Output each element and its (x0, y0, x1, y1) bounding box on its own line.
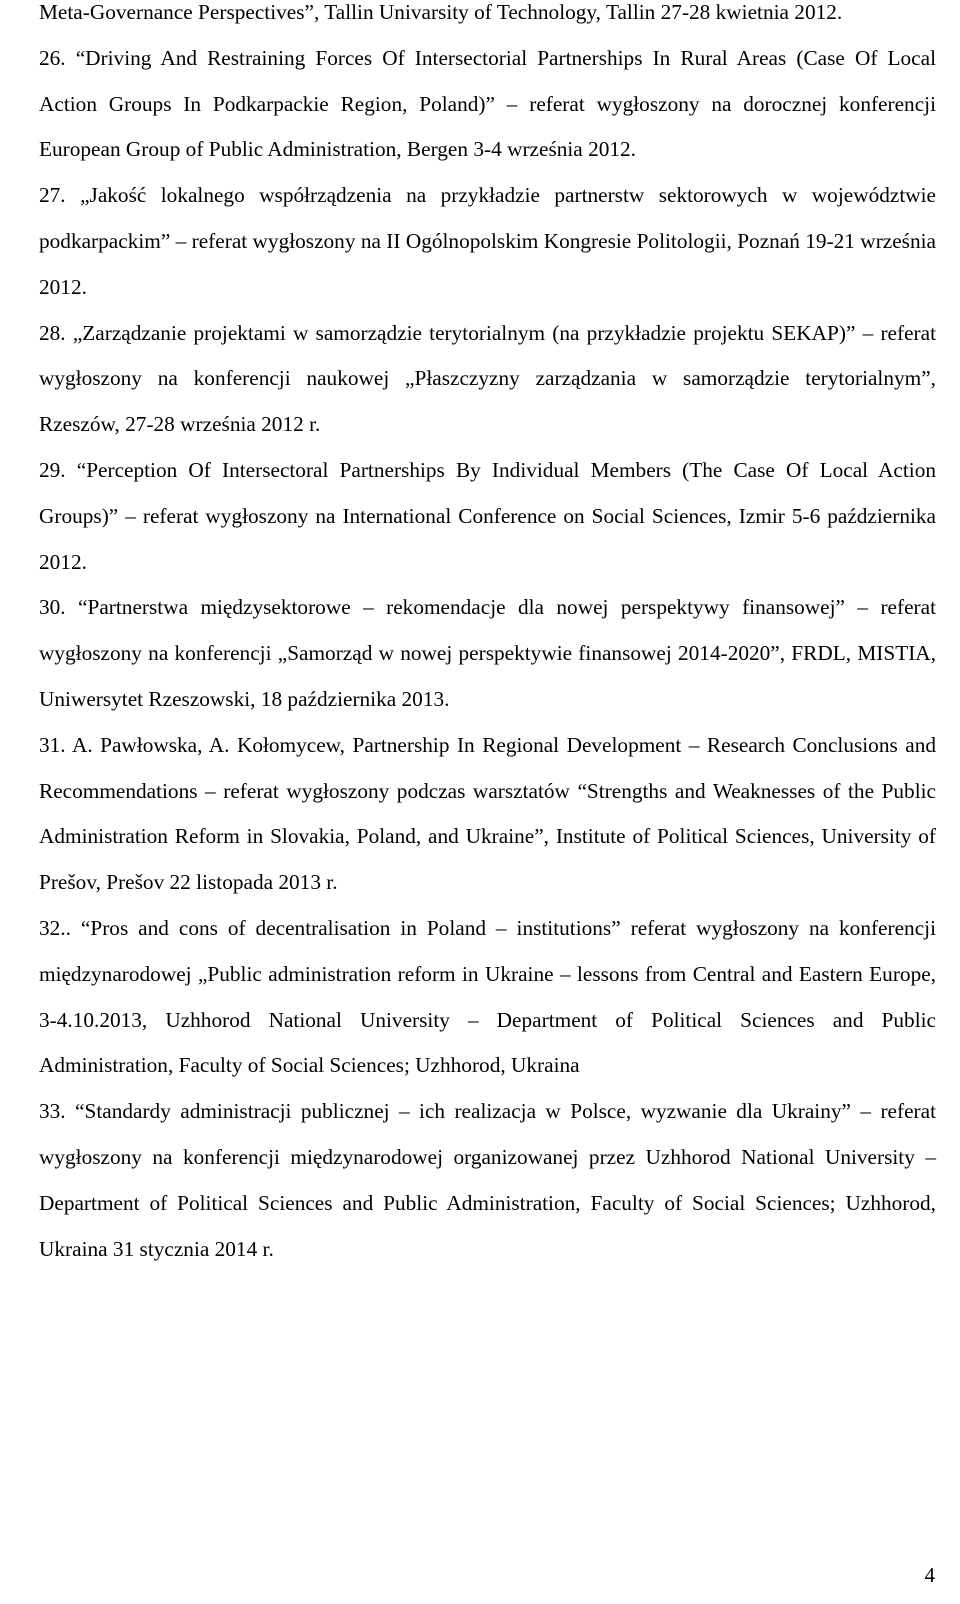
list-item-29 (39, 448, 936, 585)
item-number: 26. (39, 45, 66, 70)
list-item-26 (39, 36, 936, 173)
item-text: „Zarządzanie projektami w samorządzie terytorialnym (na przykładzie projektu SEKAP)” – referat wygłoszony na konferencji naukowej „Płaszczyzny zarządzania w samorządzie terytorialnym”, Rzeszów, 27-28 września 2012 r. (39, 320, 936, 437)
item-number: 29. (39, 457, 66, 482)
item-text: “Standardy administracji publicznej – ich realizacja w Polsce, wyzwanie dla Ukrainy” – referat wygłoszony na konferencji międzynarodowej organizowanej przez Uzhhorod National University – Department of Political Sciences and Public Administration, Faculty of Social Sciences; Uzhhorod, Ukraina 31 stycznia 2014 r. (39, 1099, 937, 1261)
item-text: „Jakość lokalnego współrządzenia na przykładzie partnerstw sektorowych w województwie podkarpackim” – referat wygłoszony na II Ogólnopolskim Kongresie Politologii, Poznań 19-21 września 2012. (39, 183, 936, 299)
list-item-30 (39, 585, 936, 722)
item-number: 31. (39, 732, 66, 757)
document-page (39, 0, 936, 1272)
list-item-33 (39, 1089, 936, 1272)
item-text: “Pros and cons of decentralisation in Poland – institutions” referat wygłoszony na konferencji międzynarodowej „Public administration reform in Ukraine – lessons from Central and Eastern Europe, 3-4.10.2013, Uzhhorod National University – Department of Political Sciences and Public Administration, Faculty of Social Sciences; Uzhhorod, Ukraina (39, 915, 936, 1078)
item-number: 27. (39, 183, 66, 208)
continuation-paragraph: Meta-Governance Perspectives”, Tallin Univarsity of Technology, Tallin 27-28 kwietnia 2012. (39, 0, 843, 24)
item-text: “Driving And Restraining Forces Of Intersectorial Partnerships In Rural Areas (Case Of Local Action Groups In Podkarpackie Region, Poland)” – referat wygłoszony na dorocznej konferencji European Group of Public Administration, Bergen 3-4 września 2012. (39, 45, 936, 162)
item-text: “Partnerstwa międzysektorowe – rekomendacje dla nowej perspektywy finansowej” – referat wygłoszony na konferencji „Samorząd w nowej perspektywie finansowej 2014-2020”, FRDL, MISTIA, Uniwersytet Rzeszowski, 18 października 2013. (39, 595, 937, 711)
item-number: 30. (39, 595, 66, 620)
list-item-31 (39, 723, 936, 906)
item-number: 33. (39, 1099, 66, 1124)
item-text: “Perception Of Intersectoral Partnerships By Individual Members (The Case Of Local Action Groups)” – referat wygłoszony na International Conference on Social Sciences, Izmir 5-6 października 2012. (39, 457, 936, 574)
list-item-27 (39, 173, 936, 310)
page-number: 4 (924, 1563, 935, 1587)
item-number: 32.. (39, 915, 71, 940)
item-text: A. Pawłowska, A. Kołomycew, Partnership In Regional Development – Research Conclusions and Recommendations – referat wygłoszony podczas warsztatów “Strengths and Weaknesses of the Public Administration Reform in Slovakia, Poland, and Ukraine”, Institute of Political Sciences, University of Prešov, Prešov 22 listopada 2013 r. (39, 732, 936, 895)
item-number: 28. (39, 320, 66, 345)
list-item-28 (39, 311, 936, 448)
list-item-32 (39, 906, 936, 1089)
